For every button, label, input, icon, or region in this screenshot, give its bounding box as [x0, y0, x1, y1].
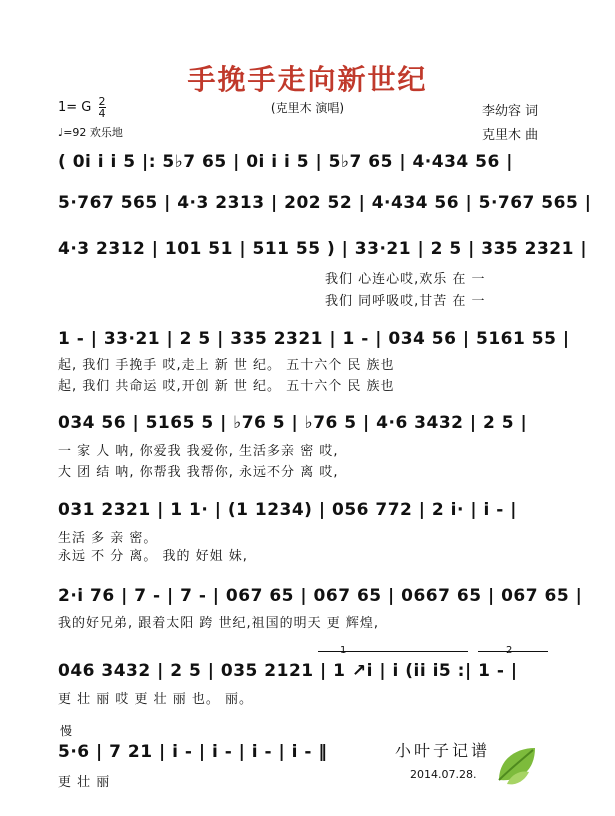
lyric-row-9: 更 壮 丽	[58, 775, 111, 790]
notation-row-4: 1 - | 33·21 | 2 5 | 335 2321 | 1 - | 034 56 | 5161 55 |	[58, 329, 570, 349]
key-signature	[58, 96, 106, 119]
composer: 克里木 曲	[482, 128, 539, 143]
time-numerator: 2	[98, 95, 106, 108]
notation-row-7: 2·i 76 | 7 - | 7 - | 067 65 | 067 65 | 0667 65 | 067 65 |	[58, 586, 583, 606]
lyric-row-7: 我的好兄弟, 跟着太阳 跨 世纪,祖国的明天 更 辉煌,	[58, 616, 380, 631]
transcriber-logo-text: 小叶子记谱	[395, 741, 491, 760]
lyric-row-5-verse-1: 一 家 人 呐, 你爱我 我爱你, 生活多亲 密 哎,	[58, 444, 339, 459]
time-signature	[99, 96, 106, 119]
leaf-icon	[493, 740, 541, 788]
lyric-row-6-verse-1: 生活 多 亲 密。	[58, 531, 158, 546]
volta-1-label: 1	[340, 645, 347, 656]
volta-2-label: 2	[506, 645, 513, 656]
notation-row-5: 034 56 | 5165 5 | ♭76 5 | ♭76 5 | 4·6 3432 | 2 5 |	[58, 413, 528, 433]
notation-row-3: 4·3 2312 | 101 51 | 511 55 ) | 33·21 | 2 5 | 335 2321 |	[58, 239, 588, 259]
key-label: 1= G	[58, 100, 92, 115]
notation-row-9: 5·6 | 7 21 | i - | i - | i - | i - ‖	[58, 742, 328, 762]
volta-2-bracket	[478, 651, 548, 652]
tempo-marking: ♩=92 欢乐地	[58, 126, 123, 139]
subtitle: (克里木 演唱)	[270, 101, 345, 115]
lyric-row-8: 更 壮 丽 哎 更 壮 丽 也。 丽。	[58, 692, 254, 707]
time-denominator: 4	[98, 107, 106, 120]
notation-row-2: 5·767 565 | 4·3 2313 | 202 52 | 4·434 56 | 5·767 565 |	[58, 193, 592, 213]
lyricist: 李幼容 词	[482, 104, 539, 119]
song-title: 手挽手走向新世纪	[187, 63, 428, 96]
lyric-row-6-verse-2: 永远 不 分 离。 我的 好姐 妹,	[58, 549, 248, 564]
lyric-row-3-verse-1: 我们 心连心哎,欢乐 在 一	[325, 272, 486, 287]
lyric-row-3-verse-2: 我们 同呼吸哎,甘苦 在 一	[325, 294, 486, 309]
notation-row-8: 046 3432 | 2 5 | 035 2121 | 1 ↗i | i (ii i5 :| 1 - |	[58, 661, 518, 681]
transcription-date: 2014.07.28.	[410, 768, 477, 781]
lyric-row-5-verse-2: 大 团 结 呐, 你帮我 我帮你, 永远不分 离 哎,	[58, 465, 339, 480]
volta-1-bracket	[318, 651, 468, 652]
lyric-row-4-verse-2: 起, 我们 共命运 哎,开创 新 世 纪。 五十六个 民 族也	[58, 379, 395, 394]
notation-row-1: ( 0i i i 5 |: 5♭7 65 | 0i i i 5 | 5♭7 65 | 4·434 56 |	[58, 152, 513, 172]
notation-row-6: 031 2321 | 1 1· | (1 1234) | 056 772 | 2 i· | i - |	[58, 500, 517, 520]
lyric-row-4-verse-1: 起, 我们 手挽手 哎,走上 新 世 纪。 五十六个 民 族也	[58, 358, 395, 373]
slow-marking: 慢	[60, 724, 73, 738]
